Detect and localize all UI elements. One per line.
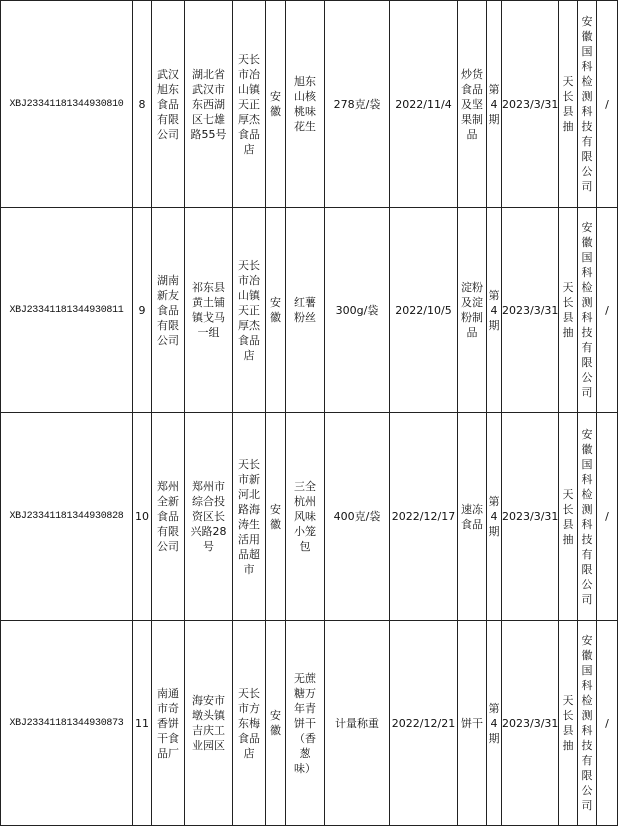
production-date: 2022/12/21 (390, 621, 458, 826)
sampled-unit: 天长市冶山镇天正厚杰食品店 (233, 1, 266, 208)
manufacturer-address: 祁东县黄土铺镇戈马一组 (185, 208, 233, 413)
inspection-organization: 安徽国科检测科技有限公司 (578, 621, 597, 826)
manufacturer-name: 郑州全新食品有限公司 (152, 413, 185, 621)
task-source: 天长县抽 (559, 1, 578, 208)
task-source: 天长县抽 (559, 208, 578, 413)
announce-date: 2023/3/31 (502, 208, 559, 413)
production-date: 2022/10/5 (390, 208, 458, 413)
manufacturer-name: 湖南新友食品有限公司 (152, 208, 185, 413)
sampled-unit: 天长市新河北路海涛生活用品超市 (233, 413, 266, 621)
product-name: 红薯粉丝 (286, 208, 325, 413)
manufacturer-address: 郑州市综合投资区长兴路28号 (185, 413, 233, 621)
product-spec: 278克/袋 (325, 1, 390, 208)
product-spec: 300g/袋 (325, 208, 390, 413)
issue-period: 第4期 (487, 1, 502, 208)
table-row (1, 1, 618, 208)
manufacturer-name: 南通市奇香饼干食品厂 (152, 621, 185, 826)
manufacturer-address: 海安市墩头镇吉庆工业园区 (185, 621, 233, 826)
sequence-number: 11 (133, 621, 152, 826)
sample-code: XBJ23341181344930810 (1, 1, 133, 208)
sequence-number: 9 (133, 208, 152, 413)
remark: / (597, 1, 618, 208)
issue-period: 第4期 (487, 208, 502, 413)
inspection-organization: 安徽国科检测科技有限公司 (578, 208, 597, 413)
inspection-organization: 安徽国科检测科技有限公司 (578, 413, 597, 621)
sampled-unit: 天长市方东梅食品店 (233, 621, 266, 826)
product-spec: 计量称重 (325, 621, 390, 826)
table-row (1, 208, 618, 413)
production-date: 2022/11/4 (390, 1, 458, 208)
production-date: 2022/12/17 (390, 413, 458, 621)
province: 安徽 (266, 1, 286, 208)
announce-date: 2023/3/31 (502, 621, 559, 826)
food-category: 饼干 (458, 621, 487, 826)
announce-date: 2023/3/31 (502, 1, 559, 208)
inspection-organization: 安徽国科检测科技有限公司 (578, 1, 597, 208)
province: 安徽 (266, 413, 286, 621)
manufacturer-name: 武汉旭东食品有限公司 (152, 1, 185, 208)
task-source: 天长县抽 (559, 413, 578, 621)
manufacturer-address: 湖北省武汉市东西湖区七雄路55号 (185, 1, 233, 208)
sample-code: XBJ23341181344930873 (1, 621, 133, 826)
issue-period: 第4期 (487, 413, 502, 621)
remark: / (597, 208, 618, 413)
product-name: 无蔗糖万年青饼干（香葱味） (286, 621, 325, 826)
province: 安徽 (266, 621, 286, 826)
product-name: 三全杭州风味小笼包 (286, 413, 325, 621)
sequence-number: 10 (133, 413, 152, 621)
remark: / (597, 621, 618, 826)
sample-code: XBJ23341181344930811 (1, 208, 133, 413)
food-category: 淀粉及淀粉制品 (458, 208, 487, 413)
food-category: 炒货食品及坚果制品 (458, 1, 487, 208)
sampled-unit: 天长市冶山镇天正厚杰食品店 (233, 208, 266, 413)
task-source: 天长县抽 (559, 621, 578, 826)
product-spec: 400克/袋 (325, 413, 390, 621)
table-row (1, 413, 618, 621)
sample-code: XBJ23341181344930828 (1, 413, 133, 621)
remark: / (597, 413, 618, 621)
issue-period: 第4期 (487, 621, 502, 826)
sequence-number: 8 (133, 1, 152, 208)
announce-date: 2023/3/31 (502, 413, 559, 621)
product-name: 旭东山核桃味花生 (286, 1, 325, 208)
province: 安徽 (266, 208, 286, 413)
food-category: 速冻食品 (458, 413, 487, 621)
table-row (1, 621, 618, 826)
